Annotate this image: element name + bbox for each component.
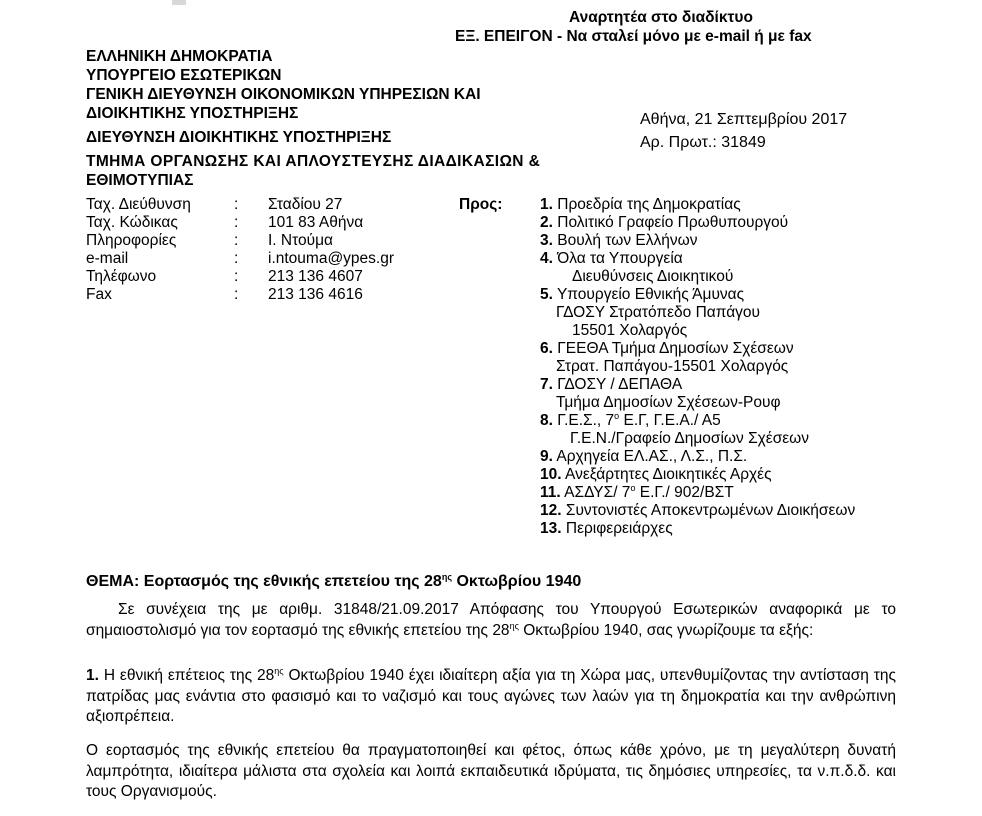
contact-value: Σταδίου 27 <box>268 196 343 213</box>
header-line-3: ΓΕΝΙΚΗ ΔΙΕΥΘΥΝΣΗ ΟΙΚΟΝΟΜΙΚΩΝ ΥΠΗΡΕΣΙΩΝ ΚΑΙ <box>86 86 481 103</box>
recipient-number: 7. <box>540 376 553 393</box>
recipient-item <box>540 214 855 232</box>
recipient-number: 9. <box>540 448 553 465</box>
contact-row <box>86 214 394 232</box>
contact-value: 213 136 4616 <box>268 286 363 303</box>
header-line-4: ΔΙΟΙΚΗΤΙΚΗΣ ΥΠΟΣΤΗΡΙΞΗΣ <box>86 105 299 122</box>
contact-value: 101 83 Αθήνα <box>268 214 364 231</box>
recipient-item <box>540 232 855 250</box>
recipient-superscript: ο <box>630 483 636 493</box>
paragraph-point-1-text-end: Οκτωβρίου 1940 έχει ιδιαίτερη αξία για τη Χώρα μας, υπενθυμίζοντας την αντίσταση της πατρίδας μας ενάντια στο φασισμό και το ναζισμό και τους αγώνες των λαών για τη δημοκρατία και την ανθρώπινη αξιοπρέπεια. <box>86 667 896 725</box>
recipient-number: 10. <box>540 466 562 483</box>
recipient-item <box>540 340 855 358</box>
recipient-number: 6. <box>540 340 553 357</box>
recipients-list <box>540 196 855 538</box>
header-line-5: ΔΙΕΥΘΥΝΣΗ ΔΙΟΙΚΗΤΙΚΗΣ ΥΠΟΣΤΗΡΙΞΗΣ <box>86 129 392 146</box>
contact-details <box>86 196 394 304</box>
contact-sep: : <box>234 286 239 303</box>
paragraph-celebration: Ο εορτασμός της εθνικής επετείου θα πραγματοποιηθεί και φέτος, όπως κάθε χρόνο, με τη μεγαλύτερη δυνατή λαμπρότητα, ιδιαίτερα μάλιστα στα σχολεία και λοιπά εκπαιδευτικά ιδρύματα, τις δημόσιες υπηρεσίες, τα ν.π.δ.δ. και τους Οργανισμούς. <box>86 742 896 800</box>
contact-sep: : <box>234 268 239 285</box>
recipient-superscript: ο <box>614 411 620 421</box>
recipient-name: ΓΕΕΘΑ Τμήμα Δημοσίων Σχέσεων <box>557 340 794 357</box>
recipient-name: Υπουργείο Εθνικής Άμυνας <box>556 286 745 303</box>
recipient-item <box>540 448 855 466</box>
recipient-number: 8. <box>540 412 553 429</box>
recipient-item <box>540 376 855 394</box>
urgency-notice: ΕΞ. ΕΠΕΙΓΟΝ - Να σταλεί μόνο με e-mail ή με fax <box>455 28 812 45</box>
contact-sep: : <box>234 196 239 213</box>
header-line-1: ΕΛΛΗΝΙΚΗ ΔΗΜΟΚΡΑΤΙΑ <box>86 48 273 65</box>
recipient-name: Γ.Ε.Σ., 7 <box>557 412 615 429</box>
recipient-name: Πολιτικό Γραφείο Πρωθυπουργού <box>557 214 789 231</box>
header-line-6: ΤΜΗΜΑ ΟΡΓΑΝΩΣΗΣ ΚΑΙ ΑΠΛΟΥΣΤΕΥΣΗΣ ΔΙΑΔΙΚΑΣΙΩΝ & <box>86 153 541 170</box>
contact-sep: : <box>234 214 239 231</box>
contact-row <box>86 268 394 286</box>
subject-text: ΘΕΜΑ: Εορτασμός της εθνικής επετείου της 28 <box>86 573 442 590</box>
point-number: 1. <box>86 667 99 684</box>
recipient-continuation: ΓΔΟΣΥ Στρατόπεδο Παπάγου <box>556 304 761 321</box>
recipient-name: ΓΔΟΣΥ / ΔΕΠΑΘΑ <box>557 376 683 393</box>
recipient-item <box>540 520 855 538</box>
contact-value: 213 136 4607 <box>268 268 363 285</box>
contact-value: i.ntouma@ypes.gr <box>268 250 395 267</box>
contact-label: Ταχ. Κώδικας <box>86 214 178 231</box>
protocol-number: Αρ. Πρωτ.: 31849 <box>640 134 766 151</box>
recipient-number: 13. <box>540 520 562 537</box>
recipient-number: 3. <box>540 232 553 249</box>
recipient-number: 5. <box>540 286 553 303</box>
recipient-name: Προεδρία της Δημοκρατίας <box>557 196 741 213</box>
recipient-name: Βουλή των Ελλήνων <box>557 232 698 249</box>
recipient-name: Περιφερειάρχες <box>565 520 673 537</box>
contact-value: Ι. Ντούμα <box>268 232 334 249</box>
document-date: Αθήνα, 21 Σεπτεμβρίου 2017 <box>640 111 848 128</box>
recipient-continuation: Στρατ. Παπάγου-15501 Χολαργός <box>556 358 789 375</box>
subject-superscript: ης <box>441 572 453 582</box>
contact-row <box>86 250 394 268</box>
recipient-number: 12. <box>540 502 562 519</box>
recipient-item <box>540 502 855 520</box>
recipient-name-end: Ε.Γ, Γ.Ε.Α./ Α5 <box>619 412 721 429</box>
posting-notice: Αναρτητέα στο διαδίκτυο <box>569 9 753 26</box>
recipient-number: 2. <box>540 214 553 231</box>
paragraph-intro-text-end: Οκτωβρίου 1940, σας γνωρίζουμε τα εξής: <box>518 621 814 639</box>
contact-label: Πληροφορίες <box>86 232 177 249</box>
recipient-name: Όλα τα Υπουργεία <box>557 250 683 267</box>
subject-line <box>86 572 581 592</box>
recipient-number: 11. <box>540 484 561 501</box>
recipient-name-end: Ε.Γ./ 902/ΒΣΤ <box>635 484 734 501</box>
recipient-continuation: Διευθύνσεις Διοικητικού <box>572 268 734 285</box>
contact-label: Ταχ. Διεύθυνση <box>86 196 191 213</box>
recipient-item <box>540 466 855 484</box>
contact-sep: : <box>234 232 239 249</box>
recipient-item <box>540 412 855 430</box>
paragraph-point-1 <box>86 666 896 728</box>
paragraph-intro <box>86 600 896 641</box>
contact-row <box>86 232 394 250</box>
page-corner-mark <box>172 0 186 5</box>
recipient-name: ΑΣΔΥΣ/ 7 <box>564 484 631 501</box>
recipient-continuation: 15501 Χολαργός <box>572 322 688 339</box>
paragraph-point-1-text: Η εθνική επέτειος της 28 <box>98 667 275 684</box>
recipient-item <box>540 484 855 502</box>
contact-sep: : <box>234 250 239 267</box>
contact-label: Τηλέφωνο <box>86 268 157 285</box>
recipient-number: 1. <box>540 196 553 213</box>
contact-label: Fax <box>86 286 112 303</box>
contact-row <box>86 196 394 214</box>
recipient-continuation: Τμήμα Δημοσίων Σχέσεων-Ρουφ <box>556 394 781 411</box>
recipient-item <box>540 196 855 214</box>
paragraph-intro-superscript: ης <box>509 620 519 631</box>
recipient-name: Συντονιστές Αποκεντρωμένων Διοικήσεων <box>565 502 856 519</box>
recipients-label: Προς: <box>459 196 503 213</box>
contact-row <box>86 286 394 304</box>
recipient-name: Αρχηγεία ΕΛ.ΑΣ., Λ.Σ., Π.Σ. <box>556 448 748 465</box>
paragraph-intro-text: Σε συνέχεια της με αριθμ. 31848/21.09.2017 Απόφασης του Υπουργού Εσωτερικών αναφορικά με το σημαιοστολισμό για τον εορτασμό της εθνικής επετείου της 28 <box>86 601 896 639</box>
recipient-name: Ανεξάρτητες Διοικητικές Αρχές <box>565 466 772 483</box>
recipient-item <box>540 250 855 268</box>
subject-text-end: Οκτωβρίου 1940 <box>452 573 582 590</box>
contact-label: e-mail <box>86 250 129 267</box>
paragraph-point-1-superscript: ης <box>274 666 284 676</box>
header-line-2: ΥΠΟΥΡΓΕΙΟ ΕΣΩΤΕΡΙΚΩΝ <box>86 67 282 84</box>
recipient-number: 4. <box>540 250 553 267</box>
recipient-item <box>540 286 855 304</box>
header-line-7: ΕΘΙΜΟΤΥΠΙΑΣ <box>86 172 194 189</box>
recipient-continuation: Γ.Ε.Ν./Γραφείο Δημοσίων Σχέσεων <box>570 430 810 447</box>
